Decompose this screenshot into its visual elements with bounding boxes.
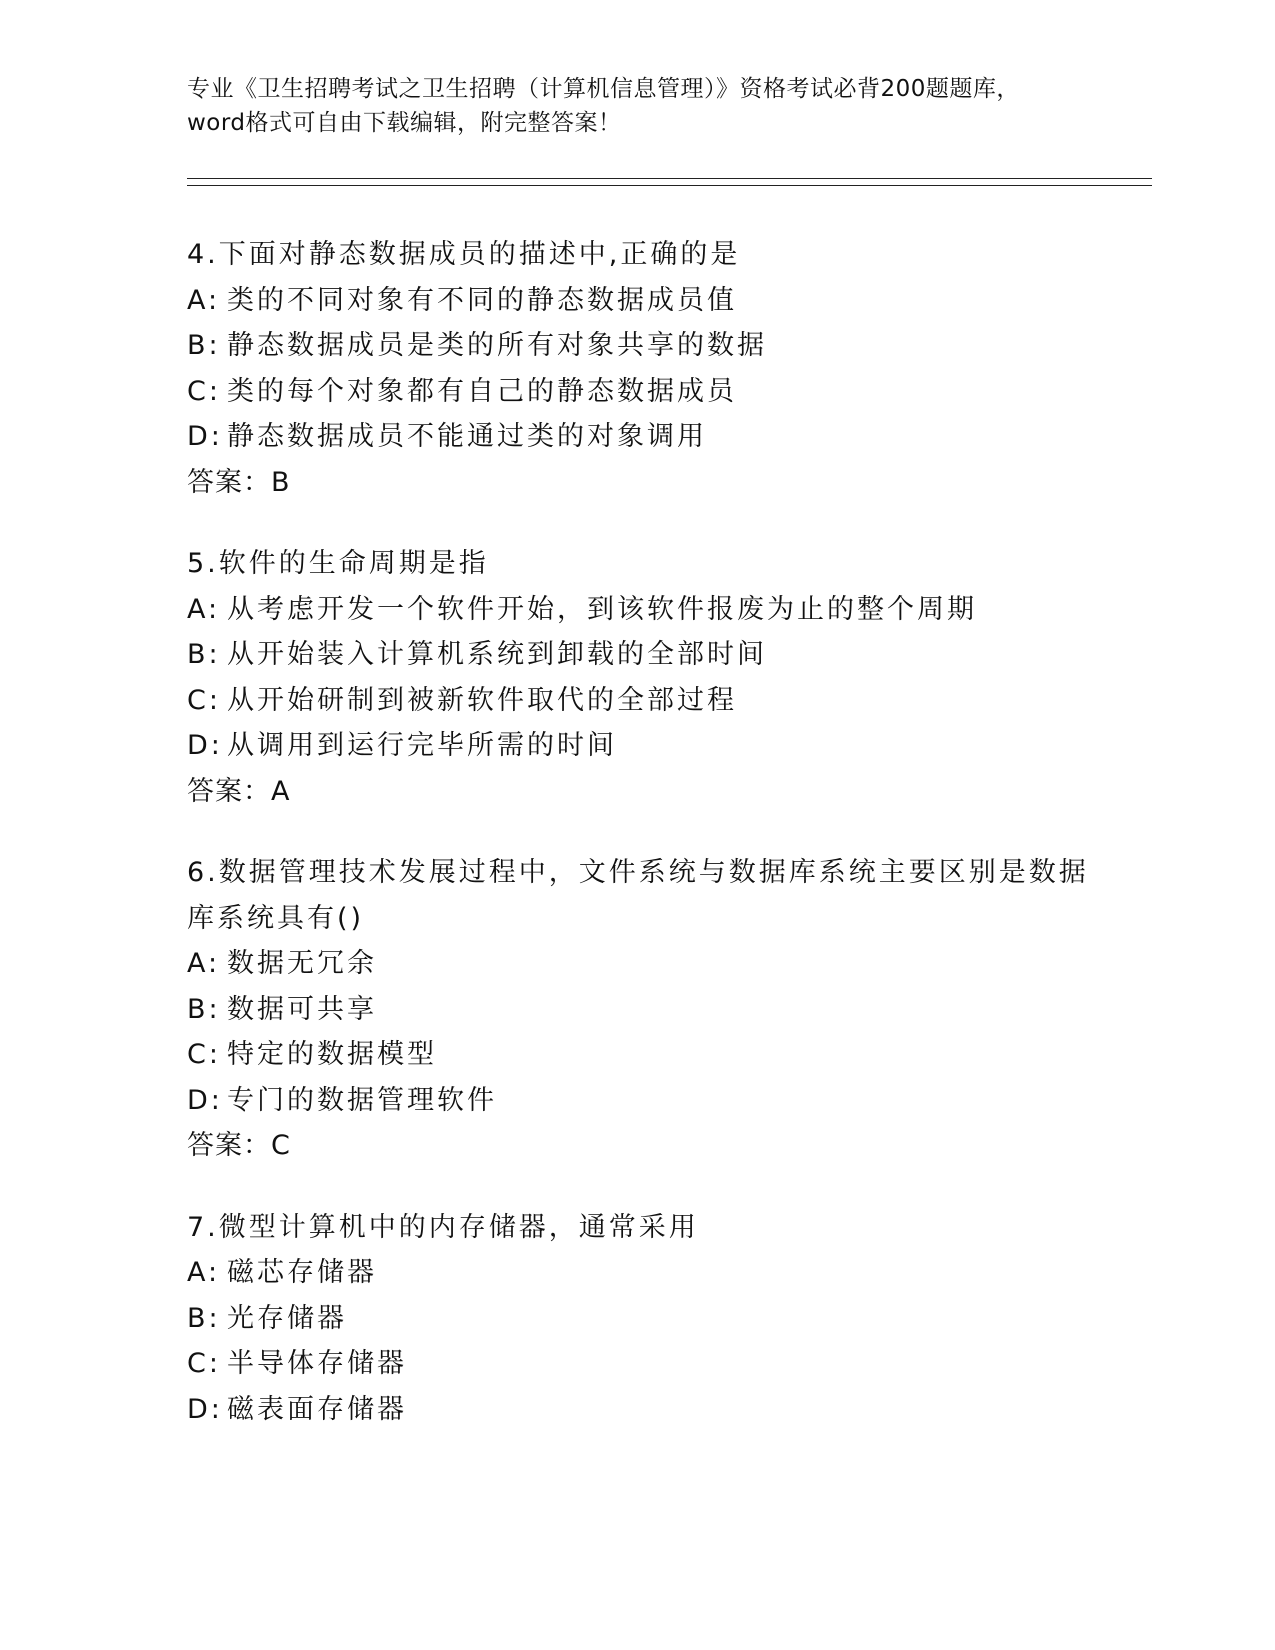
option-key: B: xyxy=(187,330,221,361)
option-c xyxy=(187,1032,1107,1078)
option-text: 静态数据成员不能通过类的对象调用 xyxy=(227,421,707,452)
option-text: 磁表面存储器 xyxy=(227,1393,407,1425)
option-key: B: xyxy=(187,639,221,670)
question-6 xyxy=(187,850,1107,1169)
option-key: C: xyxy=(187,375,221,407)
option-text: 类的不同对象有不同的静态数据成员值 xyxy=(227,284,737,316)
question-list xyxy=(187,232,1107,1468)
option-key: B: xyxy=(187,1302,221,1334)
option-key: B: xyxy=(187,993,221,1025)
option-key: C: xyxy=(187,1348,221,1379)
option-key: D: xyxy=(187,1084,223,1116)
option-a xyxy=(187,1250,1107,1296)
option-key: C: xyxy=(187,684,221,716)
option-text: 专门的数据管理软件 xyxy=(227,1084,497,1116)
header-divider xyxy=(187,178,1152,186)
question-stem: 7.微型计算机中的内存储器，通常采用 xyxy=(187,1211,699,1243)
option-b xyxy=(187,323,1107,369)
option-key: C: xyxy=(187,1039,221,1070)
option-text: 光存储器 xyxy=(227,1302,347,1334)
answer-label: 答案：B xyxy=(187,466,291,498)
option-d xyxy=(187,1387,1107,1433)
option-text: 从调用到运行完毕所需的时间 xyxy=(227,730,617,761)
option-b xyxy=(187,987,1107,1033)
question-5 xyxy=(187,541,1107,814)
option-text: 从开始研制到被新软件取代的全部过程 xyxy=(227,684,737,716)
question-7 xyxy=(187,1205,1107,1433)
answer-label: 答案：C xyxy=(187,1130,291,1161)
option-key: D: xyxy=(187,421,223,452)
option-text: 特定的数据模型 xyxy=(227,1039,437,1070)
option-text: 数据无冗余 xyxy=(227,948,377,979)
option-b xyxy=(187,1296,1107,1342)
option-text: 数据可共享 xyxy=(227,993,377,1025)
question-stem: 5.软件的生命周期是指 xyxy=(187,548,489,579)
option-text: 类的每个对象都有自己的静态数据成员 xyxy=(227,375,737,407)
document-header xyxy=(187,72,1087,140)
question-stem: 4.下面对静态数据成员的描述中,正确的是 xyxy=(187,239,741,270)
option-key: D: xyxy=(187,730,223,761)
header-line-2: word格式可自由下载编辑，附完整答案！ xyxy=(187,110,622,136)
option-d xyxy=(187,723,1107,769)
answer-label: 答案：A xyxy=(187,775,291,807)
option-c xyxy=(187,1341,1107,1387)
option-key: A: xyxy=(187,284,221,316)
option-key: A: xyxy=(187,1257,221,1288)
option-b xyxy=(187,632,1107,678)
option-key: A: xyxy=(187,948,221,979)
option-text: 磁芯存储器 xyxy=(227,1257,377,1288)
option-text: 从开始装入计算机系统到卸载的全部时间 xyxy=(227,639,767,670)
option-a xyxy=(187,941,1107,987)
option-c xyxy=(187,369,1107,415)
option-key: A: xyxy=(187,593,221,625)
option-a xyxy=(187,278,1107,324)
option-text: 静态数据成员是类的所有对象共享的数据 xyxy=(227,330,767,361)
option-d xyxy=(187,1078,1107,1124)
option-key: D: xyxy=(187,1393,223,1425)
option-a xyxy=(187,587,1107,633)
option-c xyxy=(187,678,1107,724)
question-4 xyxy=(187,232,1107,505)
header-line-1: 专业《卫生招聘考试之卫生招聘（计算机信息管理）》资格考试必背200题题库， xyxy=(187,76,1020,102)
option-d xyxy=(187,414,1107,460)
question-stem: 6.数据管理技术发展过程中，文件系统与数据库系统主要区别是数据库系统具有() xyxy=(187,857,1089,934)
option-text: 半导体存储器 xyxy=(227,1348,407,1379)
option-text: 从考虑开发一个软件开始，到该软件报废为止的整个周期 xyxy=(227,593,977,625)
